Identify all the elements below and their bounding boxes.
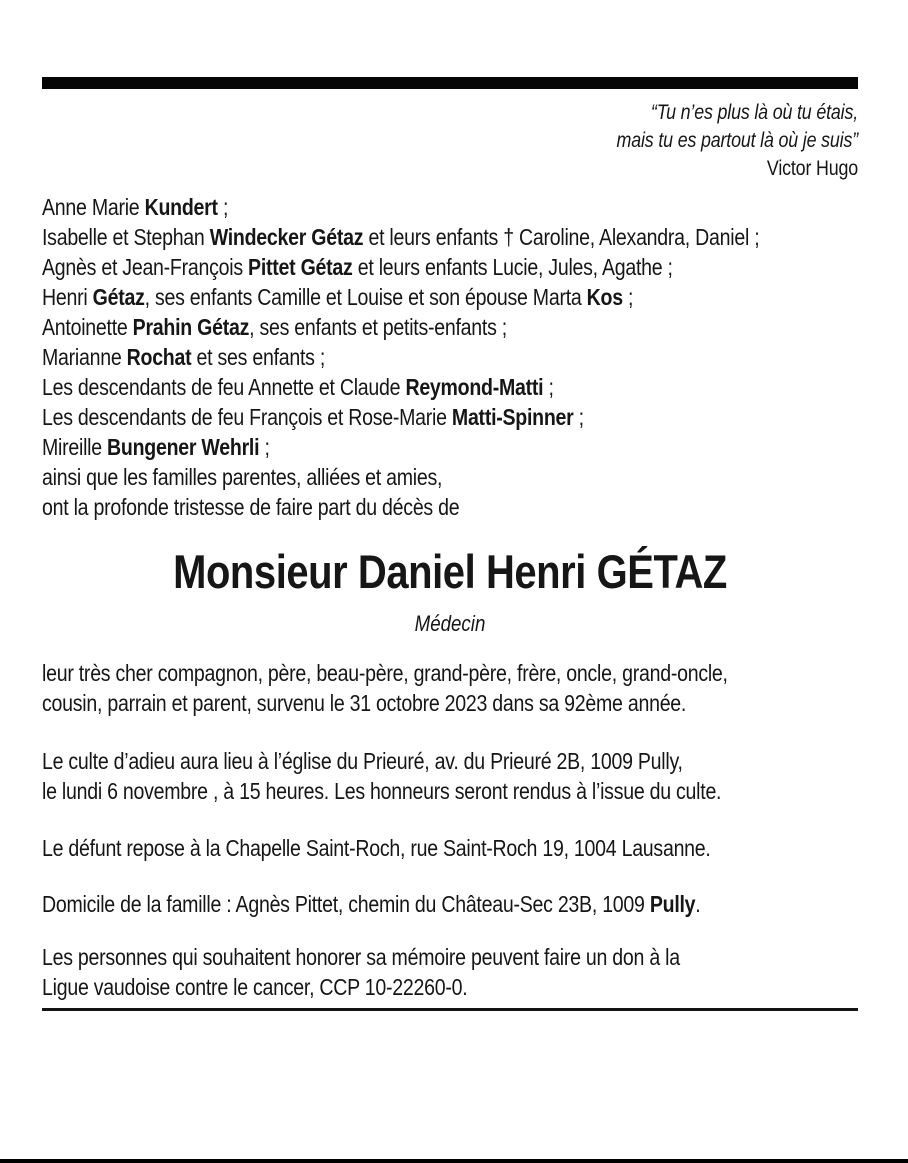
top-divider-bar	[42, 77, 858, 89]
paragraph-relatives-and-death	[42, 658, 858, 718]
page-title-deceased-name: Monsieur Daniel Henri GÉTAZ	[173, 545, 727, 598]
bottom-divider-rule	[42, 1008, 858, 1011]
paragraph-line: Ligue vaudoise contre le cancer, CCP 10-22260-0.	[42, 974, 468, 1000]
paragraph-family-domicile	[42, 889, 858, 919]
paragraph-repose-location	[42, 833, 858, 863]
family-line: Antoinette Prahin Gétaz, ses enfants et petits-enfants ;	[42, 314, 507, 340]
paragraph-funeral-service	[42, 746, 858, 806]
notice-body	[42, 99, 858, 1011]
family-line: ainsi que les familles parentes, alliées et amies,	[42, 464, 443, 490]
paragraph-line: Les personnes qui souhaitent honorer sa mémoire peuvent faire un don à la	[42, 944, 680, 970]
paragraph-line: Le défunt repose à la Chapelle Saint-Roch, rue Saint-Roch 19, 1004 Lausanne.	[42, 835, 711, 861]
quote-attribution: Victor Hugo	[766, 157, 858, 180]
family-line: Agnès et Jean-François Pittet Gétaz et leurs enfants Lucie, Jules, Agathe ;	[42, 254, 673, 280]
paragraph-line: Le culte d’adieu aura lieu à l’église du Prieuré, av. du Prieuré 2B, 1009 Pully,	[42, 748, 683, 774]
paragraph-donations	[42, 942, 858, 1002]
family-line: Isabelle et Stephan Windecker Gétaz et leurs enfants † Caroline, Alexandra, Daniel ;	[42, 224, 760, 250]
memorial-quote	[42, 99, 858, 183]
family-line: Les descendants de feu Annette et Claude Reymond-Matti ;	[42, 374, 554, 400]
family-list	[42, 192, 858, 522]
quote-line-1: “Tu n’es plus là où tu étais,	[650, 101, 858, 124]
family-line: ont la profonde tristesse de faire part du décès de	[42, 494, 460, 520]
paragraph-line: le lundi 6 novembre , à 15 heures. Les honneurs seront rendus à l’issue du culte.	[42, 778, 722, 804]
paragraph-line: cousin, parrain et parent, survenu le 31 octobre 2023 dans sa 92ème année.	[42, 690, 687, 716]
quote-line-2: mais tu es partout là où je suis”	[616, 129, 858, 152]
family-line: Marianne Rochat et ses enfants ;	[42, 344, 326, 370]
family-line: Les descendants de feu François et Rose-Marie Matti-Spinner ;	[42, 404, 584, 430]
profession-subtitle: Médecin	[414, 611, 486, 636]
paragraph-line: leur très cher compagnon, père, beau-père, grand-père, frère, oncle, grand-oncle,	[42, 660, 728, 686]
paragraph-line: Domicile de la famille : Agnès Pittet, chemin du Château-Sec 23B, 1009 Pully.	[42, 891, 701, 917]
family-line: Anne Marie Kundert ;	[42, 194, 229, 220]
family-line: Henri Gétaz, ses enfants Camille et Louise et son épouse Marta Kos ;	[42, 284, 634, 310]
page-bottom-border	[0, 1159, 908, 1163]
family-line: Mireille Bungener Wehrli ;	[42, 434, 270, 460]
obituary-notice	[42, 77, 858, 1011]
